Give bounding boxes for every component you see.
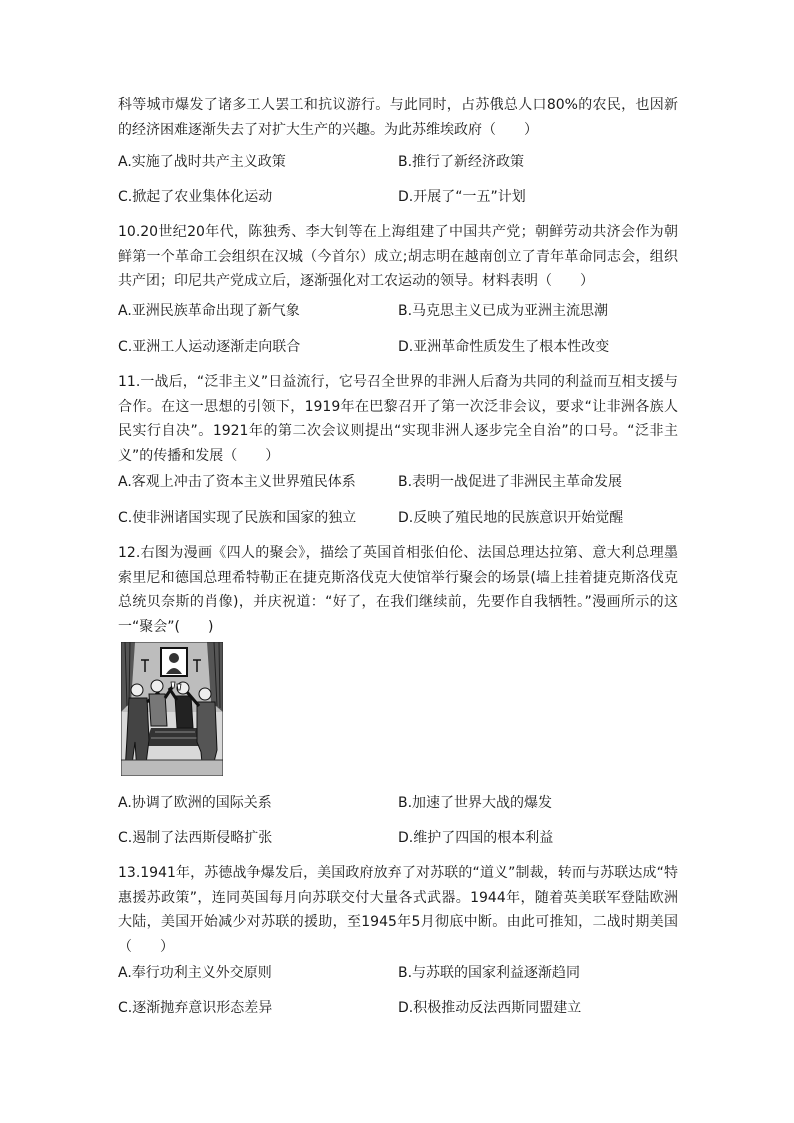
- q11-option-b[interactable]: B.表明一战促进了非洲民主革命发展: [398, 474, 623, 490]
- q9-option-a[interactable]: A.实施了战时共产主义政策: [118, 154, 286, 170]
- question-9-stem: 科等城市爆发了诸多工人罢工和抗议游行。与此同时，占苏俄总人口80%的农民，也因新的经济困难逐渐失去了对扩大生产的兴趣。为此苏维埃政府（ ）: [118, 97, 678, 138]
- question-11-stem: 11.一战后，“泛非主义”日益流行，它号召全世界的非洲人后裔为共同的利益而互相支援与合作。在这一思想的引领下，1919年在巴黎召开了第一次泛非会议，要求“让非洲各族人民实行自决”。1921年的第二次会议则提出“实现非洲人逐步完全自治”的口号。“泛非主义”的传播和发展（ ）: [118, 374, 678, 464]
- q9-option-c[interactable]: C.掀起了农业集体化运动: [118, 189, 273, 205]
- q13-option-b[interactable]: B.与苏联的国家利益逐渐趋同: [398, 965, 581, 981]
- q9-option-b[interactable]: B.推行了新经济政策: [398, 154, 525, 170]
- q11-option-c[interactable]: C.使非洲诸国实现了民族和国家的独立: [118, 510, 357, 526]
- question-13-stem: 13.1941年，苏德战争爆发后，美国政府放弃了对苏联的“道义”制裁，转而与苏联达成“特惠援苏政策”，连同英国每月向苏联交付大量各式武器。1944年，随着英美联军登陆欧洲大陆，美国开始减少对苏联的援助，至1945年5月彻底中断。由此可推知，二战时期美国（ ）: [118, 865, 678, 955]
- q11-option-d[interactable]: D.反映了殖民地的民族意识开始觉醒: [398, 510, 624, 526]
- q12-option-a[interactable]: A.协调了欧洲的国际关系: [118, 795, 272, 811]
- q9-option-d[interactable]: D.开展了“一五”计划: [398, 189, 526, 205]
- q13-option-a[interactable]: A.奉行功利主义外交原则: [118, 965, 272, 981]
- question-12-stem: 12.右图为漫画《四人的聚会》，描绘了英国首相张伯伦、法国总理达拉第、意大利总理墨索里尼和德国总理希特勒正在捷克斯洛伐克大使馆举行聚会的场景(墙上挂着捷克斯洛伐克总统贝奈斯的肖像)，并庆祝道：“好了，在我们继续前，先要作自我牺牲。”漫画所示的这一“聚会”( ): [118, 545, 678, 635]
- q12-option-b[interactable]: B.加速了世界大战的爆发: [398, 795, 553, 811]
- q12-option-c[interactable]: C.遏制了法西斯侵略扩张: [118, 830, 273, 846]
- q12-option-d[interactable]: D.维护了四国的根本利益: [398, 830, 554, 846]
- q10-option-d[interactable]: D.亚洲革命性质发生了根本性改变: [398, 339, 610, 355]
- q10-option-a[interactable]: A.亚洲民族革命出现了新气象: [118, 303, 300, 319]
- q10-option-c[interactable]: C.亚洲工人运动逐渐走向联合: [118, 339, 301, 355]
- q13-option-c[interactable]: C.逐渐抛弃意识形态差异: [118, 1000, 273, 1016]
- cartoon-four-person-gathering: [121, 642, 223, 776]
- q11-option-a[interactable]: A.客观上冲击了资本主义世界殖民体系: [118, 474, 356, 490]
- q10-option-b[interactable]: B.马克思主义已成为亚洲主流思潮: [398, 303, 609, 319]
- question-10-stem: 10.20世纪20年代，陈独秀、李大钊等在上海组建了中国共产党；朝鲜劳动共济会作为朝鲜第一个革命工会组织在汉城（今首尔）成立;胡志明在越南创立了青年革命同志会，组织共产团；印尼共产党成立后，逐渐强化对工农运动的领导。材料表明（ ）: [118, 224, 678, 289]
- q13-option-d[interactable]: D.积极推动反法西斯同盟建立: [398, 1000, 582, 1016]
